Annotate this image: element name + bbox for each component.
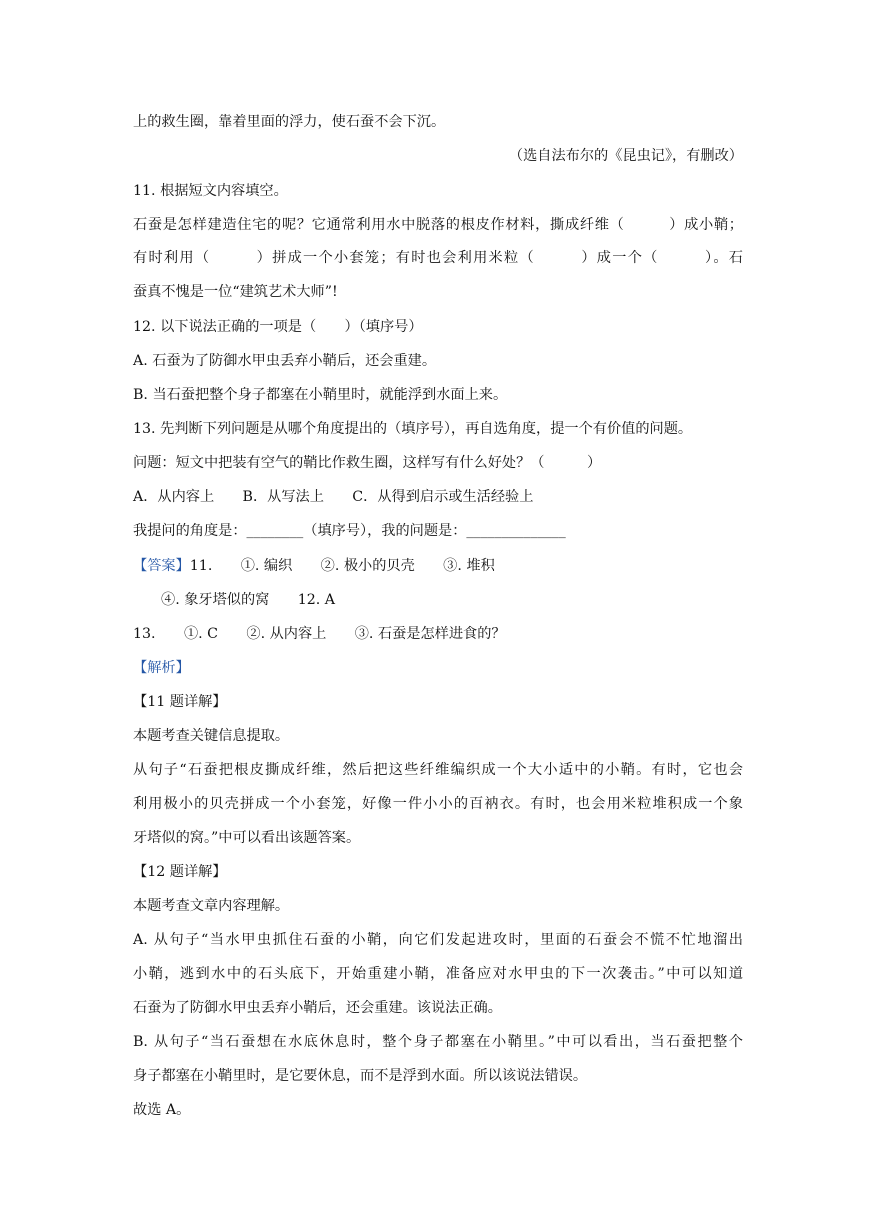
detail-11-para-2c: 牙塔似的窝。”中可以看出该题答案。 — [133, 830, 361, 846]
question-11-text-2: 有时利用（ ）拼成一个小套笼；有时也会利用米粒（ ）成一个（ ）。石 — [133, 250, 743, 266]
question-13-options: A．从内容上 B．从写法上 C．从得到启示或生活经验上 — [133, 489, 534, 505]
detail-11-title: 【11 题详解】 — [133, 694, 227, 710]
answer-line-1 — [133, 556, 743, 576]
detail-12-option-b-1: B. 从句子“当石蚕想在水底休息时，整个身子都塞在小鞘里。”中可以看出，当石蚕把整个 — [133, 1034, 743, 1050]
detail-11-para-2b: 利用极小的贝壳拼成一个小套笼，好像一件小小的百衲衣。有时，也会用米粒堆积成一个象 — [133, 796, 743, 812]
detail-11-para-1: 本题考查关键信息提取。 — [133, 728, 290, 744]
detail-11-para-2a: 从句子“石蚕把根皮撕成纤维，然后把这些纤维编织成一个大小适中的小鞘。有时，它也会 — [133, 762, 743, 778]
detail-12-title: 【12 题详解】 — [133, 864, 227, 880]
passage-last-line: 上的救生圈，靠着里面的浮力，使石蚕不会下沉。 — [133, 114, 446, 130]
question-11-text-3: 蚕真不愧是一位“建筑艺术大师”! — [133, 284, 338, 300]
detail-12-option-a-2: 小鞘，逃到水中的石头底下，开始重建小鞘，准备应对水甲虫的下一次袭击。”中可以知道 — [133, 966, 743, 982]
analysis-label: 【解析】 — [133, 660, 190, 676]
question-12-option-a: A. 石蚕为了防御水甲虫丢弃小鞘后，还会重建。 — [133, 353, 437, 369]
answer-text-1: 11. ①. 编织 ②. 极小的贝壳 ③. 堆积 — [189, 558, 495, 574]
detail-12-option-b-2: 身子都塞在小鞘里时，是它要休息，而不是浮到水面。所以该说法错误。 — [133, 1068, 588, 1084]
question-11-title: 11. 根据短文内容填空。 — [133, 183, 288, 199]
detail-12-conclusion: 故选 A。 — [133, 1102, 191, 1118]
question-13-question: 问题：短文中把装有空气的鞘比作救生圈，这样写有什么好处？（ ） — [133, 455, 602, 471]
source-citation: （选自法布尔的《昆虫记》，有删改） — [508, 148, 743, 164]
question-12-option-b: B. 当石蚕把整个身子都塞在小鞘里时，就能浮到水面上来。 — [133, 387, 508, 403]
answer-label: 【答案】 — [133, 558, 190, 574]
detail-12-option-a-1: A. 从句子“当水甲虫抓住石蚕的小鞘，向它们发起进攻时，里面的石蚕会不慌不忙地溜出 — [133, 932, 743, 948]
answer-line-2: ④. 象牙塔似的窝 12. A — [161, 592, 336, 608]
question-11-text-1: 石蚕是怎样建造住宅的呢？它通常利用水中脱落的根皮作材料，撕成纤维（ ）成小鞘； — [133, 217, 743, 233]
question-13-ask: 我提问的角度是：________（填序号），我的问题是：______________ — [133, 523, 566, 539]
detail-12-option-a-3: 石蚕为了防御水甲虫丢弃小鞘后，还会重建。该说法正确。 — [133, 1000, 502, 1016]
answer-line-3: 13. ①. C ②. 从内容上 ③. 石蚕是怎样进食的？ — [133, 626, 506, 642]
detail-12-para-1: 本题考查文章内容理解。 — [133, 898, 290, 914]
question-12-title: 12. 以下说法正确的一项是（ ）（填序号） — [133, 319, 423, 335]
question-13-title: 13. 先判断下列问题是从哪个角度提出的（填序号），再自选角度，提一个有价值的问题。 — [133, 421, 693, 437]
